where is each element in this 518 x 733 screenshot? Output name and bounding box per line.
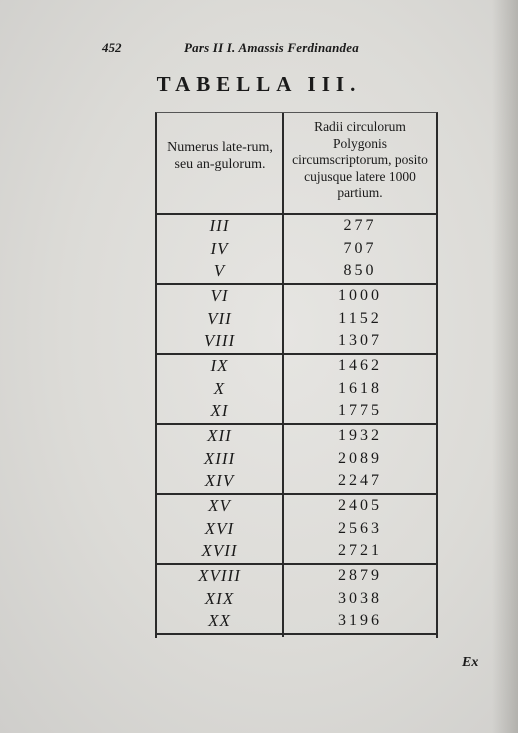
table-row [157,330,436,353]
sides-cell: XVIII [198,566,241,586]
sides-cell: VII [207,308,232,328]
radius-cell: 707 [343,239,377,257]
radius-cell: 2721 [338,542,382,560]
table-row [157,588,436,611]
sides-cell: VIII [203,331,236,351]
row-group [157,215,436,285]
row-group [157,285,436,355]
radius-cell: 2089 [338,449,382,467]
page-header [102,40,402,56]
sides-cell: XVII [201,541,238,561]
table-row [157,425,436,448]
table-row [157,285,436,308]
radius-cell: 850 [343,262,377,280]
radius-cell: 2405 [338,497,382,515]
data-table [155,112,438,638]
radius-cell: 3196 [338,612,382,630]
page-number: 452 [102,40,122,55]
running-title: Pars II I. Amassis Ferdinandea [184,40,359,55]
row-group [157,355,436,425]
radius-cell: 1000 [338,287,382,305]
sides-cell: XI [210,401,229,421]
sides-cell: XX [208,611,231,631]
table-row [157,495,436,518]
table-row [157,448,436,471]
table-row [157,260,436,283]
sides-cell: XIV [204,471,235,491]
radius-cell: 2563 [338,519,382,537]
table-header [157,113,436,215]
row-group [157,425,436,495]
sides-cell: III [209,216,230,236]
table-body [157,215,436,635]
table-row [157,610,436,633]
sides-cell: V [213,261,226,281]
sides-cell: VI [210,286,229,306]
table-row [157,470,436,493]
sides-cell: XVI [204,518,235,538]
column-header-radii: Radii circulorum Polygonis circumscriptorum, posito cujusque latere 1000 partium. [292,119,428,200]
table-title: TABELLA III. [156,72,362,96]
sides-cell: XII [207,426,232,446]
radius-cell: 277 [343,217,377,235]
table-row [157,238,436,261]
radius-cell: 2879 [338,567,382,585]
table-row [157,378,436,401]
sides-cell: IX [210,356,229,376]
sides-cell: IV [210,238,229,258]
sides-cell: XIII [203,448,236,468]
table-row [157,215,436,238]
radius-cell: 1307 [338,332,382,350]
catchword: Ex [462,655,479,670]
sides-cell: XIX [204,588,235,608]
radius-cell: 1932 [338,427,382,445]
column-header-sides: Numerus late-rum, seu an-gulorum. [167,140,273,172]
radius-cell: 1618 [338,379,382,397]
radius-cell: 1462 [338,357,382,375]
sides-cell: X [213,378,226,398]
table-row [157,355,436,378]
radius-cell: 1775 [338,402,382,420]
row-group [157,565,436,635]
table-row [157,400,436,423]
table-row [157,308,436,331]
row-group [157,495,436,565]
radius-cell: 1152 [338,309,382,327]
sides-cell: XV [208,496,231,516]
page-edge-shadow [492,0,518,733]
table-row [157,565,436,588]
table-row [157,518,436,541]
radius-cell: 3038 [338,589,382,607]
radius-cell: 2247 [338,472,382,490]
table-row [157,540,436,563]
